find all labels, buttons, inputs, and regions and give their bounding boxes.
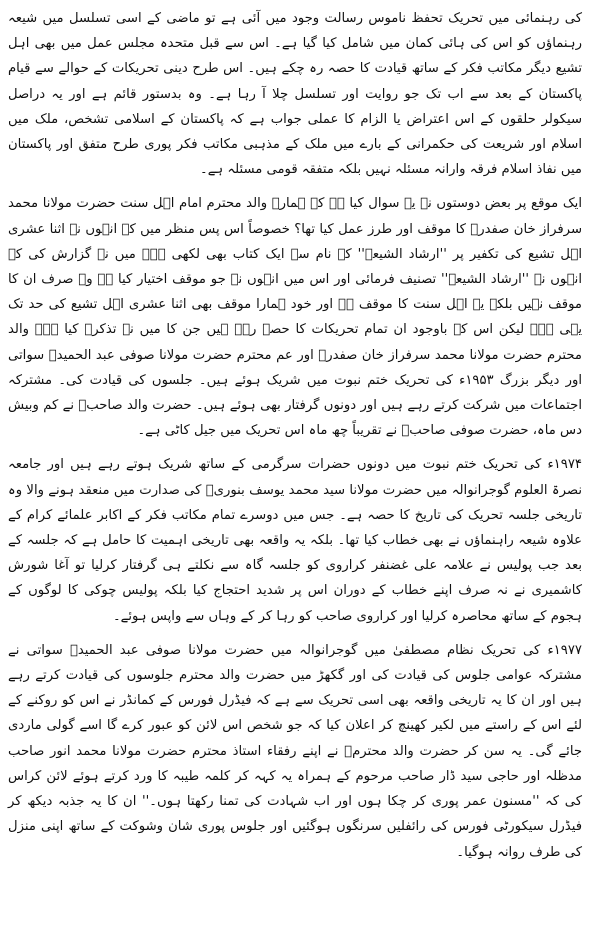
paragraph-unity-background: کی رہنمائی میں تحریک تحفظ ناموس رسالت وجود میں آئی ہے تو ماضی کے اسی تسلسل میں شیعہ رہنماؤں کو اس کی ہائی کمان میں شامل کیا گیا ہے۔ اس سے قبل متحدہ مجلس عمل میں بھی اہل تشیع دیگر مکاتب فکر کے ساتھ قیادت کا حصہ رہ چکے ہیں۔ اس طرح دینی تحریکات کے حوالے سے قیام پاکستان کے بعد سے اب تک جو روایت اور تسلسل چلا آ رہا ہے۔ وہ بدستور قائم ہے اور یہ دراصل سیکولر حلقوں کے اس اعتراض یا الزام کا عملی جواب ہے کہ پاکستان کے اسلامی تشخص، ملک میں اسلام اور شریعت کی حکمرانی کے بارے میں ملک کے مذہبی مکاتب فکر پوری طرح متفق اور پاکستان میں نفاذ اسلام فرقہ وارانہ مسئلہ نہیں بلکہ متفقہ قومی مسئلہ ہے۔ <box>8 11 582 178</box>
paragraph-1974-movement: ۱۹۷۴ء کی تحریک ختم نبوت میں دونوں حضرات سرگرمی کے ساتھ شریک ہوتے رہے ہیں اور جامعہ نصرۃ العلوم گوجرانوالہ میں حضرت مولانا سید محمد یوسف بنوریؒ کی صدارت میں منعقد ہونے والا وہ تاریخی جلسہ تحریک کی تاریخ کا حصہ ہے۔ جس میں دوسرے تمام مکاتب فکر کے اکابر علمائے کرام کے علاوہ شیعہ راہنماؤں نے بھی خطاب کیا تھا۔ بلکہ یہ واقعہ بھی تاریخی اہمیت کا حامل ہے کہ جلسہ کے بعد جب پولیس نے علامہ علی غضنفر کراروی کو جلسہ گاہ سے نکلتے ہی گرفتار کرلیا تو آغا شورش کاشمیری نے نہ صرف اپنے خطاب کے دوران اس پر شدید احتجاج کیا بلکہ پولیس چوکی کا لوگوں کے ہجوم کے ساتھ محاصرہ کرلیا اور کراروی صاحب کو رہا کر کے وہاں سے واپس ہوئے۔ <box>8 457 582 624</box>
paragraph-1977-movement: ۱۹۷۷ء کی تحریک نظام مصطفیٰ میں گوجرانوالہ میں حضرت مولانا صوفی عبد الحمیدؒ سواتی نے مشترکہ عوامی جلوس کی قیادت کی اور گکھڑ میں حضرت والد محترم جلوسوں کی قیادت کرتے رہے ہیں اور ان کا یہ تاریخی واقعہ بھی اسی تحریک سے ہے کہ فیڈرل فورس کے کمانڈر نے اس کو روکنے کے لئے اس کے راستے میں لکیر کھینچ کر اعلان کیا کہ جو شخص اس لائن کو عبور کرے گا اسے گولی ماردی جائے گی۔ یہ سن کر حضرت والد محترمؒ نے اپنے رفقاء استاذ محترم حضرت مولانا محمد انور صاحب مدظلہ اور حاجی سید ڈار صاحب مرحوم کے ہمراہ یہ کہہ کر کلمہ طیبہ کا ورد کرتے ہوئے لائن کراس کی کہ ''مسنون عمر پوری کر چکا ہوں اور اب شہادت کی تمنا رکھتا ہوں۔'' ان کا یہ جذبہ دیکھ کر فیڈرل سیکورٹی فورس کی رائفلیں سرنگوں ہوگئیں اور جلوس پوری شان وشوکت کے ساتھ اپنی منزل کی طرف روانہ ہوگیا۔ <box>8 642 582 860</box>
paragraph-safdar-stance: ایک موقع پر بعض دوستوں نے یہ سوال کیا ہے کہ ہمارے والد محترم امام اہل سنت حضرت مولانا محمد سرفراز خان صفدرؒ کا موقف اور طرز عمل کیا تھا؟ خصوصاً اس پس منظر میں کہ انہوں نے اثنا عشری اہل تشیع کی تکفیر پر ''ارشاد الشیعہ'' کے نام سے ایک کتاب بھی لکھی ہے۔ میں نے گزارش کی کہ انہوں نے ''ارشاد الشیعہ'' تصنیف فرمائی اور اس میں انہوں نے جو موقف اختیار کیا ہے وہ صرف ان کا موقف نہیں بلکہ یہ اہل سنت کا موقف ہے اور خود ہمارا موقف بھی اثنا عشری اہل تشیع کی حد تک یہی ہے۔ لیکن اس کے باوجود ان تمام تحریکات کا حصہ رہے ہیں جن کا میں نے تذکرہ کیا ہے۔ والد محترم حضرت مولانا محمد سرفراز خان صفدرؒ اور عم محترم حضرت مولانا صوفی عبد الحمیدؒ سواتی اور دیگر بزرگ ۱۹۵۳ء کی تحریک ختم نبوت میں شریک ہوئے ہیں۔ جلسوں کی قیادت کی۔ مشترکہ اجتماعات میں شرکت کرتے رہے ہیں اور دونوں گرفتار بھی ہوئے ہیں۔ حضرت والد صاحبؒ نے کم وبیش دس ماہ، حضرت صوفی صاحبؒ نے تقریباً چھ ماہ اس تحریک میں جیل کاٹی ہے۔ <box>8 196 582 439</box>
